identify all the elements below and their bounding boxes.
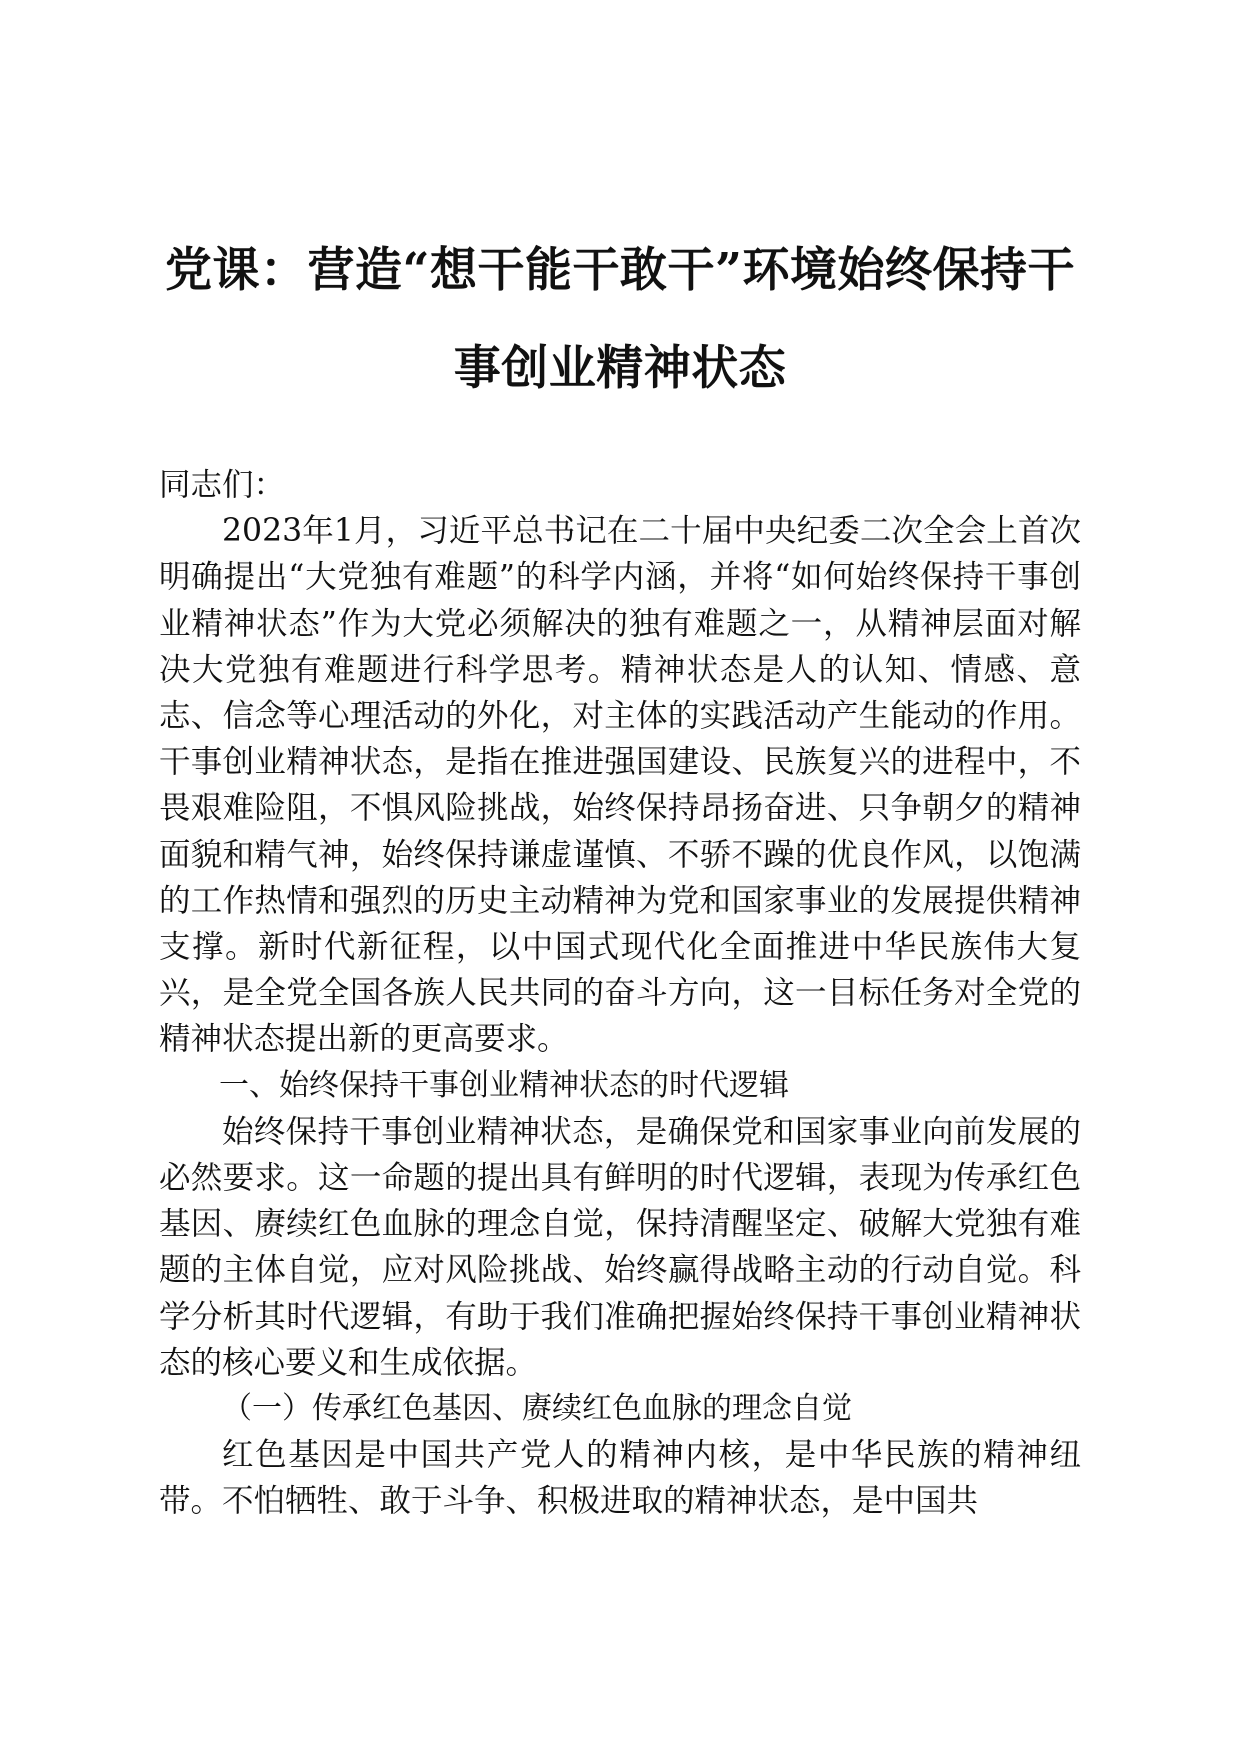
title-line-1: 党课：营造“想干能干敢干”环境始终保持干 — [164, 243, 1076, 298]
section-paragraph: 始终保持干事创业精神状态，是确保党和国家事业向前发展的必然要求。这一命题的提出具有鲜明的时代逻辑，表现为传承红色基因、赓续红色血脉的理念自觉，保持清醒坚定、破解大党独有难题的主体自觉，应对风险挑战、始终赢得战略主动的行动自觉。科学分析其时代逻辑，有助于我们准确把握始终保持干事创业精神状态的核心要义和生成依据。 — [159, 1113, 1081, 1381]
subsection-heading: （一）传承红色基因、赓续红色血脉的理念自觉 — [222, 1391, 852, 1427]
section-heading: 一、始终保持干事创业精神状态的时代逻辑 — [219, 1067, 789, 1103]
subsection-paragraph: 红色基因是中国共产党人的精神内核，是中华民族的精神纽带。不怕牺牲、敢于斗争、积极进取的精神状态，是中国共 — [159, 1437, 1081, 1520]
title-line-2: 事创业精神状态 — [453, 341, 787, 396]
document-body — [159, 462, 1081, 1525]
document-title — [150, 222, 1090, 418]
intro-paragraph: 2023年1月，习近平总书记在二十届中央纪委二次全会上首次明确提出“大党独有难题”的科学内涵，并将“如何始终保持干事创业精神状态”作为大党必须解决的独有难题之一，从精神层面对解决大党独有难题进行科学思考。精神状态是人的认知、情感、意志、信念等心理活动的外化，对主体的实践活动产生能动的作用。干事创业精神状态，是指在推进强国建设、民族复兴的进程中，不畏艰难险阻，不惧风险挑战，始终保持昂扬奋进、只争朝夕的精神面貌和精气神，始终保持谦虚谨慎、不骄不躁的优良作风，以饱满的工作热情和强烈的历史主动精神为党和国家事业的发展提供精神支撑。新时代新征程，以中国式现代化全面推进中华民族伟大复兴，是全党全国各族人民共同的奋斗方向，这一目标任务对全党的精神状态提出新的更高要求。 — [159, 513, 1081, 1058]
salutation: 同志们： — [159, 467, 286, 503]
